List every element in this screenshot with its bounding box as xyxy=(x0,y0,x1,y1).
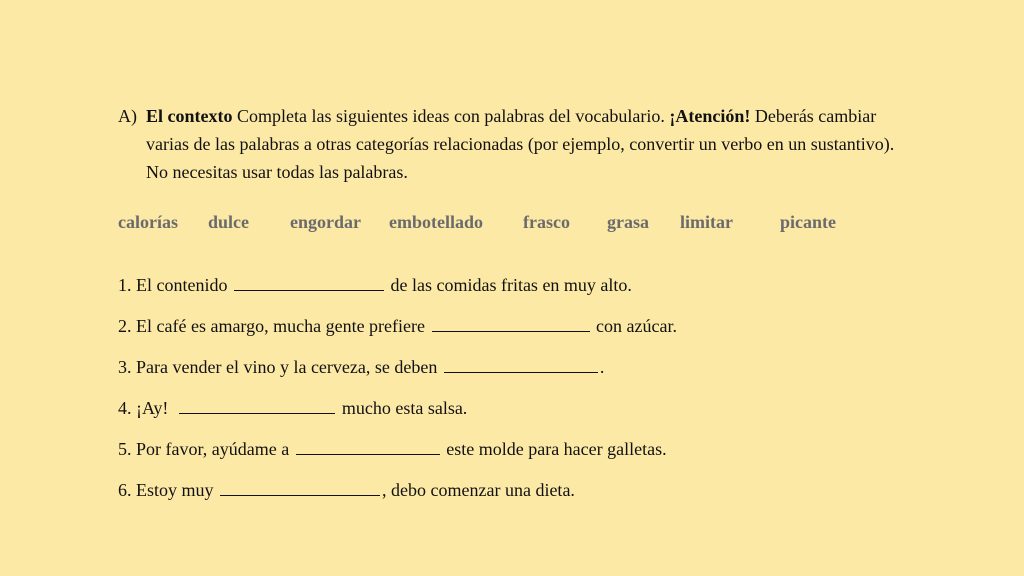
word-bank-item: frasco xyxy=(523,212,570,232)
answer-blank[interactable] xyxy=(432,313,590,332)
exercise-item xyxy=(118,477,575,503)
item-text-after: , debo comenzar una dieta. xyxy=(382,480,575,500)
answer-blank[interactable] xyxy=(220,477,380,496)
instructions-paragraph xyxy=(118,102,898,186)
item-text-after: este molde para hacer galletas. xyxy=(441,439,667,459)
instructions-text-part2: Deberás cambiar varias de las palabras a otras categorías relacionadas (por ejemplo, convertir un verbo en un sustantivo). No necesitas usar todas las palabras. xyxy=(146,106,895,182)
word-bank-item: grasa xyxy=(607,212,649,232)
answer-blank[interactable] xyxy=(296,436,440,455)
word-bank-item: dulce xyxy=(208,212,250,232)
word-bank-item: engordar xyxy=(290,212,361,232)
item-text-before: 5. Por favor, ayúdame a xyxy=(118,439,294,459)
attention-label: ¡Atención! xyxy=(669,106,751,126)
word-bank-item: picante xyxy=(780,212,836,232)
item-text-before: 1. El contenido xyxy=(118,275,232,295)
item-text-after: . xyxy=(599,357,605,377)
item-text-after: de las comidas fritas en muy alto. xyxy=(385,275,632,295)
answer-blank[interactable] xyxy=(234,272,384,291)
item-text-before: 4. ¡Ay! xyxy=(118,398,178,418)
exercise-item xyxy=(118,436,667,462)
word-bank-item: limitar xyxy=(680,212,733,232)
exercise-item xyxy=(118,395,467,421)
answer-blank[interactable] xyxy=(179,395,335,414)
exercise-item xyxy=(118,313,677,339)
item-text-after: mucho esta salsa. xyxy=(337,398,468,418)
word-bank-item: calorías xyxy=(118,212,178,232)
exercise-item xyxy=(118,354,604,380)
item-text-before: 6. Estoy muy xyxy=(118,480,219,500)
item-text-before: 3. Para vender el vino y la cerveza, se deben xyxy=(118,357,442,377)
section-marker: A) xyxy=(118,106,137,126)
instructions-text-part1: Completa las siguientes ideas con palabras del vocabulario. xyxy=(232,106,670,126)
instructions-title: El contexto xyxy=(146,106,233,126)
item-text-before: 2. El café es amargo, mucha gente prefiere xyxy=(118,316,430,336)
exercise-item xyxy=(118,272,632,298)
instructions-text xyxy=(146,102,898,186)
item-text-after: con azúcar. xyxy=(591,316,677,336)
word-bank-item: embotellado xyxy=(389,212,483,232)
answer-blank[interactable] xyxy=(444,354,598,373)
